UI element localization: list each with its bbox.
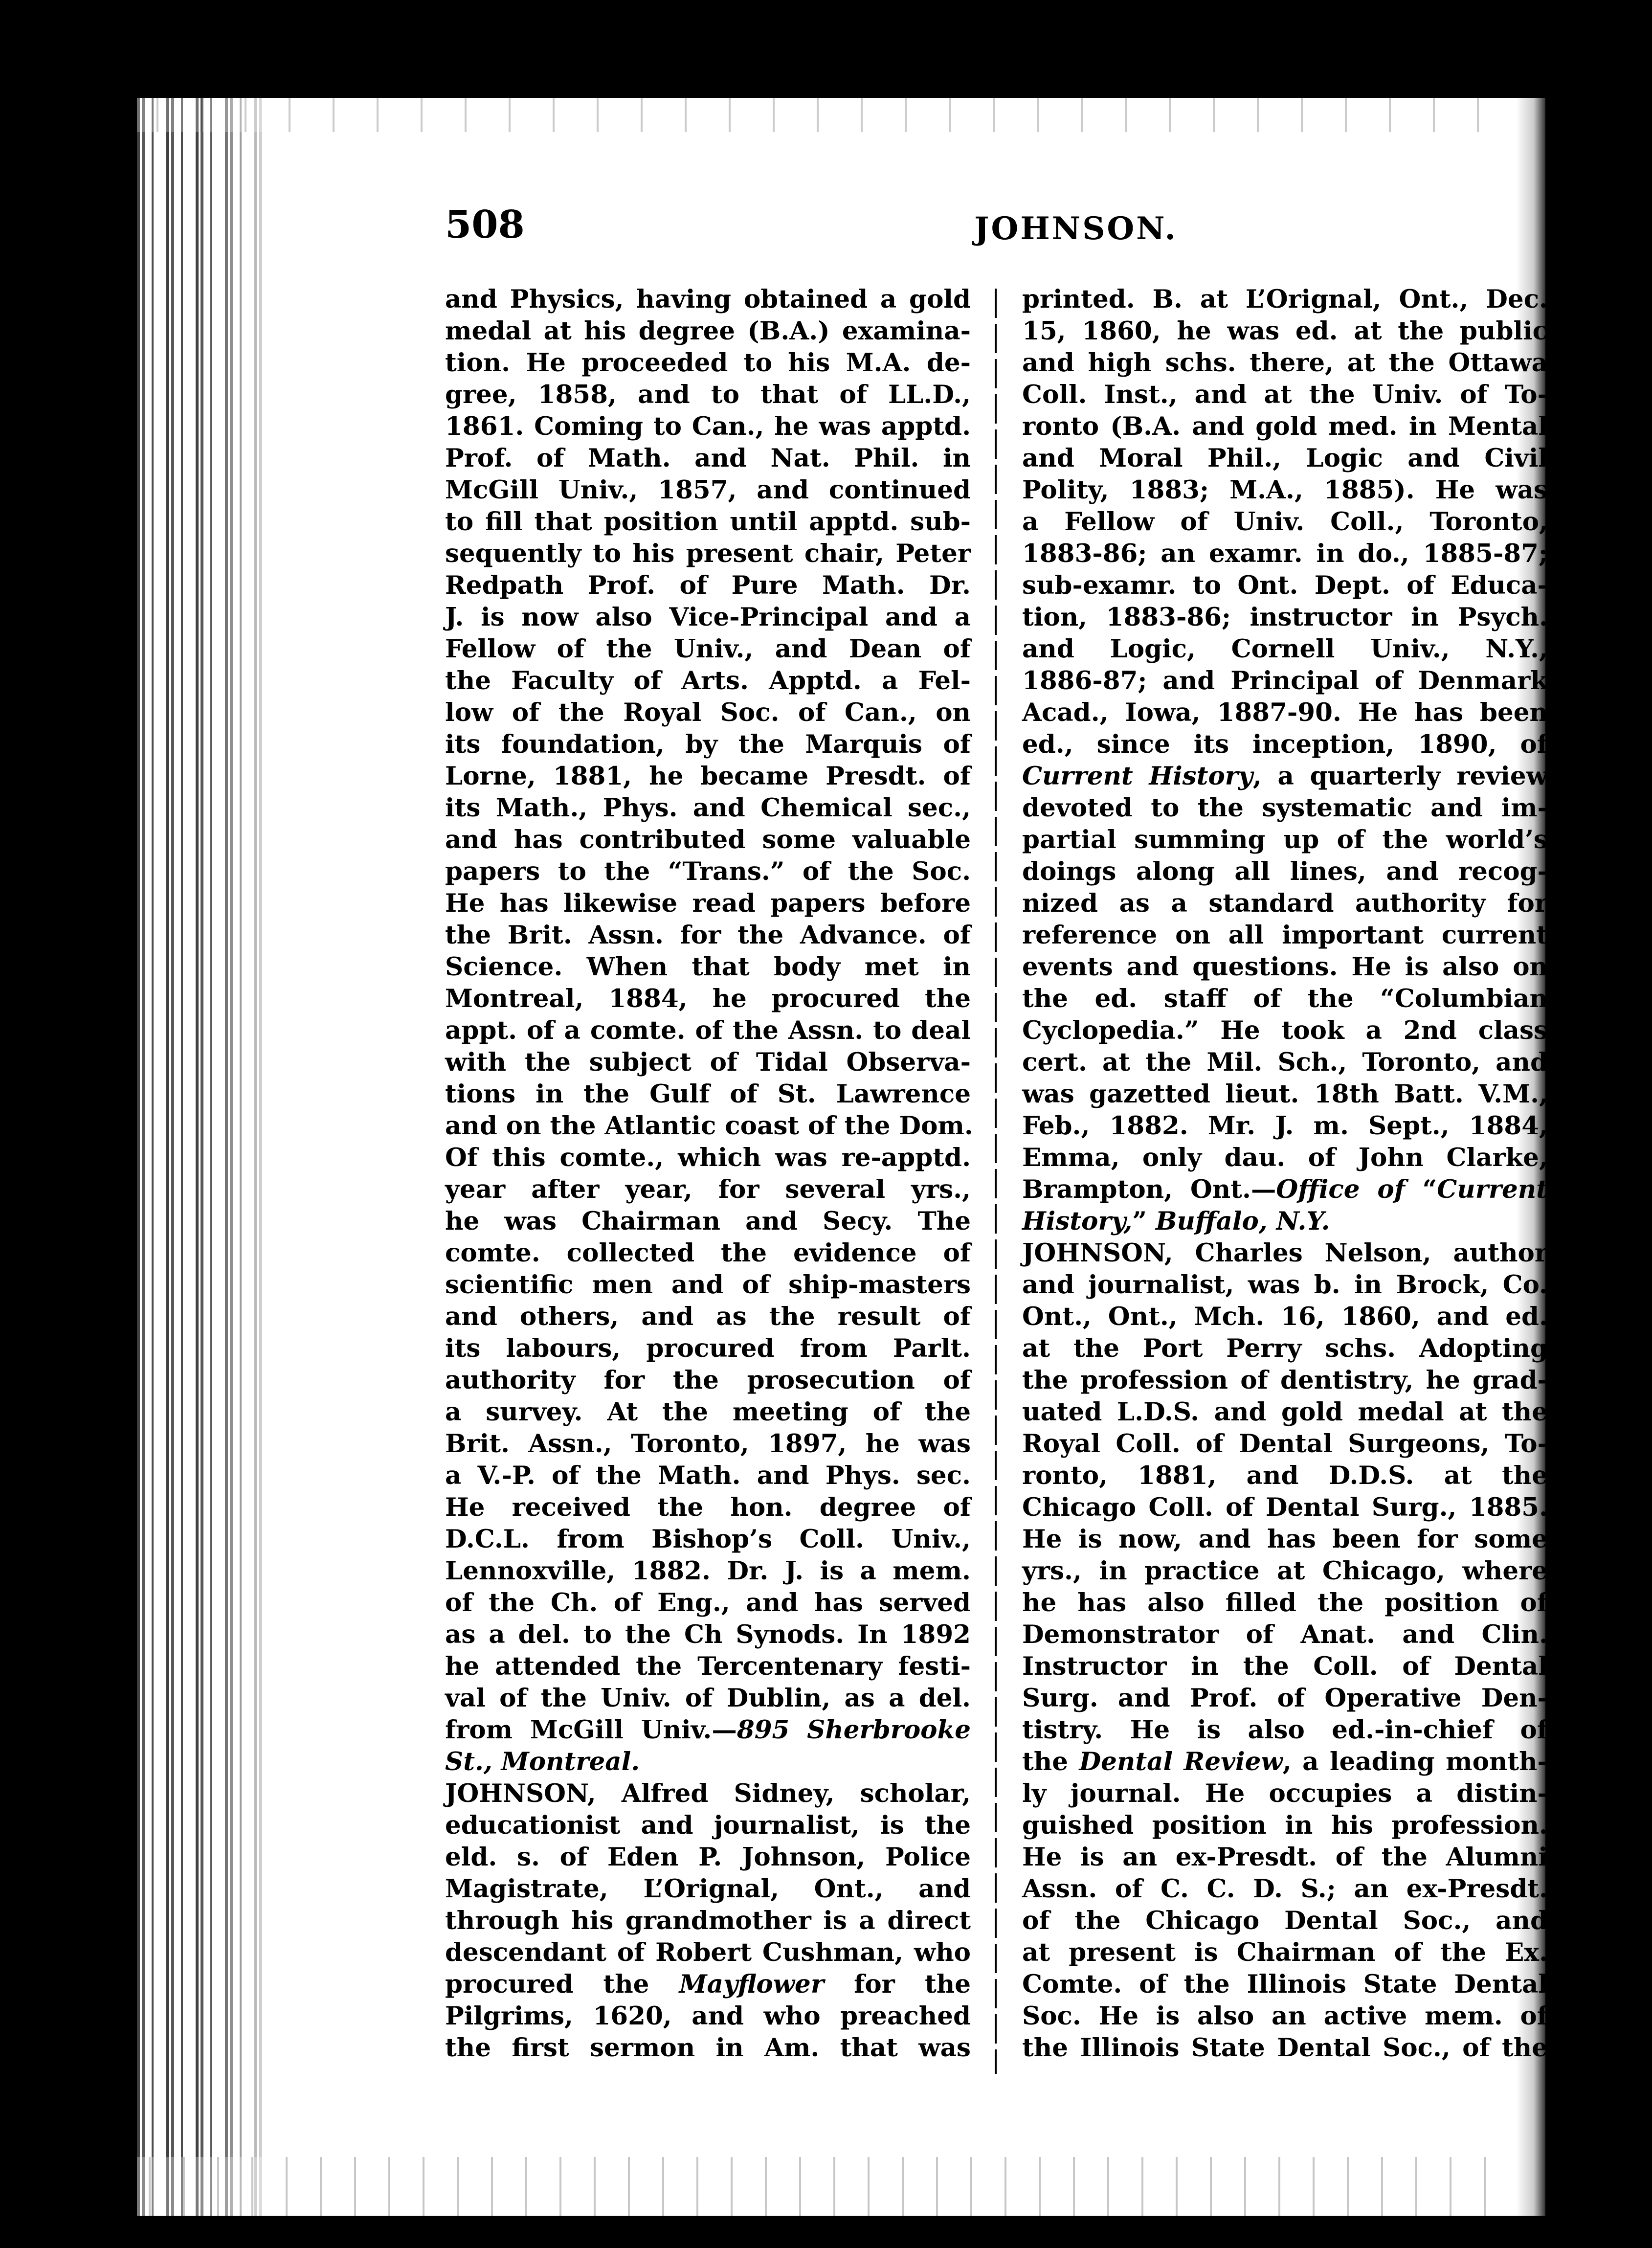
text-line: Of this comte., which was re-apptd.: [445, 1143, 971, 1172]
text-line: devoted to the systematic and im-: [1022, 793, 1548, 823]
text-line: 15, 1860, he was ed. at the public: [1022, 316, 1548, 346]
text-line: Redpath Prof. of Pure Math. Dr.: [445, 571, 971, 600]
text-line: authority for the prosecution of: [445, 1366, 971, 1395]
text-line: a V.-P. of the Math. and Phys. sec.: [445, 1461, 971, 1490]
text-line: sub-examr. to Ont. Dept. of Educa-: [1022, 571, 1548, 600]
text-line: He is now, and has been for some: [1022, 1525, 1548, 1554]
text-line: its Math., Phys. and Chemical sec.,: [445, 793, 971, 823]
text-line: with the subject of Tidal Observa-: [445, 1048, 971, 1077]
text-line: History,” Buffalo, N.Y.: [1022, 1207, 1330, 1236]
text-line: he attended the Tercentenary festi-: [445, 1652, 971, 1681]
text-line: the profession of dentistry, he grad-: [1022, 1366, 1548, 1395]
text-line: Brampton, Ont.—Office of “Current: [1022, 1175, 1548, 1204]
text-line: val of the Univ. of Dublin, as a del.: [445, 1684, 971, 1713]
text-line: a Fellow of Univ. Coll., Toronto,: [1022, 507, 1548, 537]
text-line: ronto, 1881, and D.D.S. at the: [1022, 1461, 1548, 1490]
text-line: Surg. and Prof. of Operative Den-: [1022, 1684, 1548, 1713]
text-line: and on the Atlantic coast of the Dom.: [445, 1111, 973, 1141]
text-line: and Physics, having obtained a gold: [445, 285, 971, 314]
text-line: He received the hon. degree of: [445, 1493, 971, 1522]
text-line: the first sermon in Am. that was: [445, 2033, 971, 2063]
text-line: and Logic, Cornell Univ., N.Y.,: [1022, 634, 1548, 664]
text-line: sequently to his present chair, Peter: [445, 539, 971, 568]
text-line: and has contributed some valuable: [445, 825, 971, 854]
text-line: partial summing up of the world’s: [1022, 825, 1548, 854]
text-line: to fill that position until apptd. sub-: [445, 507, 971, 537]
text-line: He has likewise read papers before: [445, 889, 971, 918]
text-line: guished position in his profession.: [1022, 1811, 1548, 1840]
text-line: tistry. He is also ed.-in-chief of: [1022, 1715, 1548, 1745]
text-line: Pilgrims, 1620, and who preached: [445, 2001, 971, 2031]
text-line: as a del. to the Ch Synods. In 1892: [445, 1620, 971, 1649]
text-line: Polity, 1883; M.A., 1885). He was: [1022, 475, 1548, 505]
bottom-edge-noise: [137, 2157, 1545, 2216]
text-line: educationist and journalist, is the: [445, 1811, 971, 1840]
text-line: the Faculty of Arts. Apptd. a Fel-: [445, 666, 971, 696]
text-line: the ed. staff of the “Columbian: [1022, 984, 1548, 1013]
text-line: Assn. of C. C. D. S.; an ex-Presdt.: [1022, 1874, 1548, 1904]
text-line: at present is Chairman of the Ex.: [1022, 1938, 1548, 1967]
text-line: its labours, procured from Parlt.: [445, 1334, 971, 1363]
text-line: Fellow of the Univ., and Dean of: [445, 634, 971, 664]
text-line: Magistrate, L’Orignal, Ont., and: [445, 1874, 971, 1904]
text-line: tions in the Gulf of St. Lawrence: [445, 1079, 971, 1109]
text-line: ronto (B.A. and gold med. in Mental: [1022, 412, 1548, 441]
text-line: year after year, for several yrs.,: [445, 1175, 971, 1204]
text-line: the Illinois State Dental Soc., of the: [1022, 2033, 1548, 2063]
text-line: tion. He proceeded to his M.A. de-: [445, 348, 971, 378]
text-line: JOHNSON, Alfred Sidney, scholar,: [445, 1779, 971, 1808]
text-line: ed., since its inception, 1890, of: [1022, 730, 1548, 759]
text-line: Demonstrator of Anat. and Clin.: [1022, 1620, 1548, 1649]
text-line: papers to the “Trans.” of the Soc.: [445, 857, 971, 886]
text-line: the Dental Review, a leading month-: [1022, 1747, 1548, 1776]
left-column: [445, 284, 971, 2064]
text-line: uated L.D.S. and gold medal at the: [1022, 1397, 1548, 1427]
text-line: its foundation, by the Marquis of: [445, 730, 971, 759]
top-edge-noise: [137, 98, 1545, 132]
two-column-body: [445, 284, 1550, 2093]
text-line: 1883-86; an examr. in do., 1885-87;: [1022, 539, 1548, 568]
text-line: events and questions. He is also on: [1022, 952, 1548, 982]
text-line: and Moral Phil., Logic and Civil: [1022, 444, 1548, 473]
text-line: and high schs. there, at the Ottawa: [1022, 348, 1548, 378]
binding-fade: [205, 98, 284, 2216]
text-line: cert. at the Mil. Sch., Toronto, and: [1022, 1048, 1548, 1077]
text-line: 1886-87; and Principal of Denmark: [1022, 666, 1548, 696]
column-divider: [995, 289, 997, 2074]
text-line: He is an ex-Presdt. of the Alumni: [1022, 1843, 1548, 1872]
text-line: Lennoxville, 1882. Dr. J. is a mem.: [445, 1556, 971, 1586]
text-line: Cyclopedia.” He took a 2nd class: [1022, 1016, 1548, 1045]
text-line: from McGill Univ.—895 Sherbrooke: [445, 1715, 971, 1745]
text-line: yrs., in practice at Chicago, where: [1022, 1556, 1548, 1586]
text-line: was gazetted lieut. 18th Batt. V.M.,: [1022, 1079, 1548, 1109]
text-line: Lorne, 1881, he became Presdt. of: [445, 762, 971, 791]
text-line: doings along all lines, and recog-: [1022, 857, 1548, 886]
text-line: Prof. of Math. and Nat. Phil. in: [445, 444, 971, 473]
text-line: procured the Mayflower for the: [445, 1970, 971, 1999]
text-line: of the Chicago Dental Soc., and: [1022, 1906, 1548, 1935]
text-line: St., Montreal.: [445, 1747, 640, 1776]
text-line: appt. of a comte. of the Assn. to deal: [445, 1016, 971, 1045]
text-line: medal at his degree (B.A.) examina-: [445, 316, 971, 346]
right-column: [1022, 284, 1548, 2064]
text-line: of the Ch. of Eng., and has served: [445, 1588, 971, 1618]
text-line: the Brit. Assn. for the Advance. of: [445, 921, 971, 950]
text-line: comte. collected the evidence of: [445, 1238, 971, 1268]
text-line: Montreal, 1884, he procured the: [445, 984, 971, 1013]
text-line: Science. When that body met in: [445, 952, 971, 982]
text-line: Emma, only dau. of John Clarke,: [1022, 1143, 1548, 1172]
text-line: Brit. Assn., Toronto, 1897, he was: [445, 1429, 971, 1459]
text-line: Ont., Ont., Mch. 16, 1860, and ed.: [1022, 1302, 1548, 1331]
page-header: [313, 201, 1565, 254]
text-line: descendant of Robert Cushman, who: [445, 1938, 971, 1967]
text-line: through his grandmother is a direct: [445, 1906, 971, 1935]
text-line: he has also filled the position of: [1022, 1588, 1548, 1618]
text-line: Acad., Iowa, 1887-90. He has been: [1022, 698, 1548, 727]
text-line: ly journal. He occupies a distin-: [1022, 1779, 1548, 1808]
text-line: Current History, a quarterly review: [1022, 762, 1548, 791]
text-line: and others, and as the result of: [445, 1302, 971, 1331]
text-line: McGill Univ., 1857, and continued: [445, 475, 971, 505]
text-line: 1861. Coming to Can., he was apptd.: [445, 412, 971, 441]
text-line: D.C.L. from Bishop’s Coll. Univ.,: [445, 1525, 971, 1554]
text-line: scientific men and of ship-masters: [445, 1270, 971, 1300]
text-line: J. is now also Vice-Principal and a: [445, 603, 971, 632]
text-line: tion, 1883-86; instructor in Psych.: [1022, 603, 1548, 632]
text-line: low of the Royal Soc. of Can., on: [445, 698, 971, 727]
text-line: nized as a standard authority for: [1022, 889, 1548, 918]
text-line: at the Port Perry schs. Adopting: [1022, 1334, 1548, 1363]
text-line: printed. B. at L’Orignal, Ont., Dec.: [1022, 285, 1548, 314]
text-line: reference on all important current: [1022, 921, 1548, 950]
text-line: Comte. of the Illinois State Dental: [1022, 1970, 1548, 1999]
text-line: Instructor in the Coll. of Dental: [1022, 1652, 1548, 1681]
text-line: eld. s. of Eden P. Johnson, Police: [445, 1843, 971, 1872]
text-line: JOHNSON, Charles Nelson, author: [1022, 1238, 1548, 1268]
text-line: Feb., 1882. Mr. J. m. Sept., 1884,: [1022, 1111, 1548, 1141]
text-line: and journalist, was b. in Brock, Co.: [1022, 1270, 1548, 1300]
page-number: 508: [445, 202, 525, 247]
text-line: Coll. Inst., and at the Univ. of To-: [1022, 380, 1548, 409]
text-line: Royal Coll. of Dental Surgeons, To-: [1022, 1429, 1548, 1459]
text-line: Soc. He is also an active mem. of: [1022, 2001, 1548, 2031]
text-line: Chicago Coll. of Dental Surg., 1885.: [1022, 1493, 1548, 1522]
text-area: [313, 201, 1565, 2089]
text-line: a survey. At the meeting of the: [445, 1397, 971, 1427]
running-head: JOHNSON.: [974, 210, 1178, 247]
text-line: he was Chairman and Secy. The: [445, 1207, 971, 1236]
text-line: gree, 1858, and to that of LL.D.,: [445, 380, 971, 409]
